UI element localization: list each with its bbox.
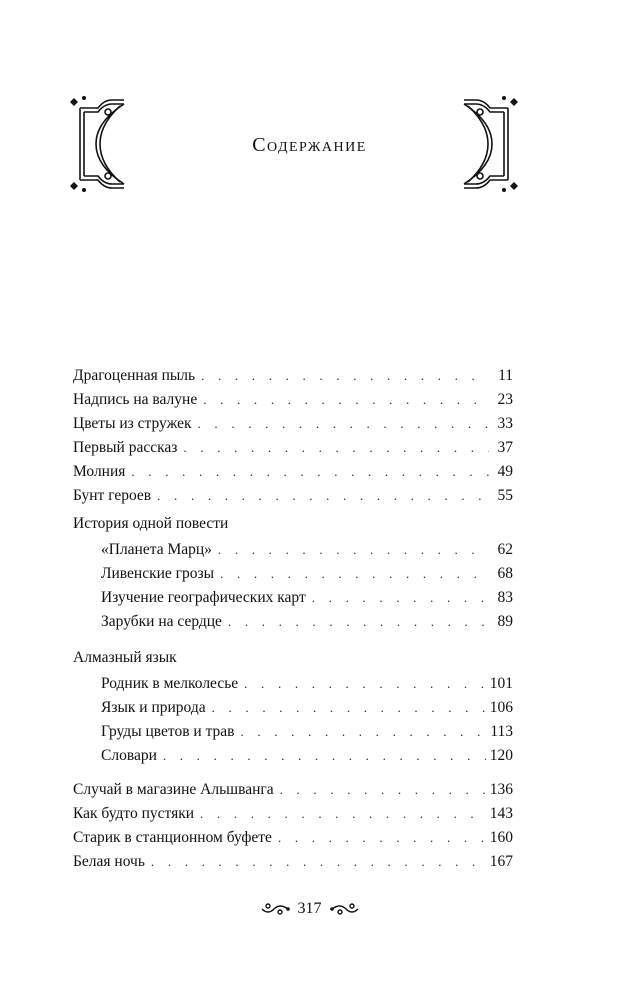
toc-entry-page: 101 bbox=[489, 675, 513, 692]
toc-entry-title: Ливенские грозы bbox=[101, 565, 215, 582]
leader-dots bbox=[228, 610, 489, 634]
toc-entry-page: 37 bbox=[497, 439, 513, 456]
toc-entry-page: 143 bbox=[489, 805, 513, 822]
toc-entry-title: Случай в магазине Альшванга bbox=[73, 781, 274, 798]
toc-entry-title: Цветы из стружек bbox=[73, 415, 192, 432]
toc-entry-page: 160 bbox=[489, 829, 513, 846]
toc-entry-title: Словари bbox=[101, 747, 157, 764]
toc-entry-page: 89 bbox=[497, 613, 513, 630]
leader-dots bbox=[200, 802, 486, 826]
toc-entry-title: Надпись на валуне bbox=[73, 391, 198, 408]
toc-entry bbox=[73, 364, 513, 388]
toc-subentry bbox=[101, 744, 513, 768]
toc-entry-title: Бунт героев bbox=[73, 487, 152, 504]
leader-dots bbox=[163, 744, 486, 768]
toc-entry-title: Белая ночь bbox=[73, 853, 145, 870]
toc-subentry bbox=[101, 538, 513, 562]
leader-dots bbox=[278, 826, 486, 850]
toc-entry-page: 106 bbox=[489, 699, 513, 716]
fleuron-left-icon bbox=[260, 901, 290, 917]
leader-dots bbox=[151, 850, 486, 874]
toc-subentry bbox=[101, 720, 513, 744]
toc-entry bbox=[73, 826, 513, 850]
leader-dots bbox=[131, 460, 489, 484]
toc-entry-title: Груды цветов и трав bbox=[101, 723, 235, 740]
leader-dots bbox=[240, 720, 486, 744]
toc-entry-title: Изучение географических карт bbox=[101, 589, 306, 606]
toc-entry-title: «Планета Марц» bbox=[101, 541, 212, 558]
toc-entry-page: 33 bbox=[497, 415, 513, 432]
page-number: 317 bbox=[297, 900, 322, 917]
toc-subentry bbox=[101, 672, 513, 696]
toc-entry-title: Как будто пустяки bbox=[73, 805, 195, 822]
toc-entry-title: Первый рассказ bbox=[73, 439, 178, 456]
toc-entry bbox=[73, 412, 513, 436]
toc-entry-page: 167 bbox=[489, 853, 513, 870]
toc-entry-title: Родник в мелколесье bbox=[101, 675, 239, 692]
toc-entry-page: 136 bbox=[489, 781, 513, 798]
toc-entry-page: 23 bbox=[497, 391, 513, 408]
toc-subentry bbox=[101, 696, 513, 720]
toc-subentry bbox=[101, 586, 513, 610]
toc-entry-title: Зарубки на сердце bbox=[101, 613, 222, 630]
toc-entry bbox=[73, 388, 513, 412]
toc-entry bbox=[73, 802, 513, 826]
leader-dots bbox=[201, 364, 489, 388]
leader-dots bbox=[244, 672, 486, 696]
page-number-block bbox=[0, 897, 619, 921]
toc-section-heading: Алмазный язык bbox=[73, 649, 177, 666]
leader-dots bbox=[203, 388, 489, 412]
leader-dots bbox=[218, 538, 489, 562]
toc-subentry bbox=[101, 562, 513, 586]
leader-dots bbox=[312, 586, 489, 610]
toc-subentry bbox=[101, 610, 513, 634]
toc-entry-title: Старик в станционном буфете bbox=[73, 829, 272, 846]
toc-entry-page: 113 bbox=[490, 723, 513, 740]
leader-dots bbox=[198, 412, 489, 436]
toc-section-heading: История одной повести bbox=[73, 515, 229, 532]
toc-entry bbox=[73, 484, 513, 508]
leader-dots bbox=[220, 562, 489, 586]
toc-entry bbox=[73, 460, 513, 484]
toc-entry-page: 49 bbox=[497, 463, 513, 480]
leader-dots bbox=[157, 484, 489, 508]
toc-entry-title: Молния bbox=[73, 463, 126, 480]
toc-entry bbox=[73, 436, 513, 460]
toc-entry-page: 55 bbox=[497, 487, 513, 504]
toc-entry-page: 83 bbox=[497, 589, 513, 606]
toc-entry-page: 11 bbox=[498, 367, 513, 384]
toc-entry-title: Язык и природа bbox=[101, 699, 206, 716]
leader-dots bbox=[212, 696, 486, 720]
leader-dots bbox=[183, 436, 489, 460]
toc-entry-page: 120 bbox=[489, 747, 513, 764]
toc-entry bbox=[73, 850, 513, 874]
toc-entry-page: 68 bbox=[497, 565, 513, 582]
toc-entry-title: Драгоценная пыль bbox=[73, 367, 196, 384]
leader-dots bbox=[280, 778, 486, 802]
fleuron-right-icon bbox=[330, 901, 360, 917]
toc-entry-page: 62 bbox=[497, 541, 513, 558]
toc-entry bbox=[73, 778, 513, 802]
page-title: Содержание bbox=[252, 134, 367, 156]
